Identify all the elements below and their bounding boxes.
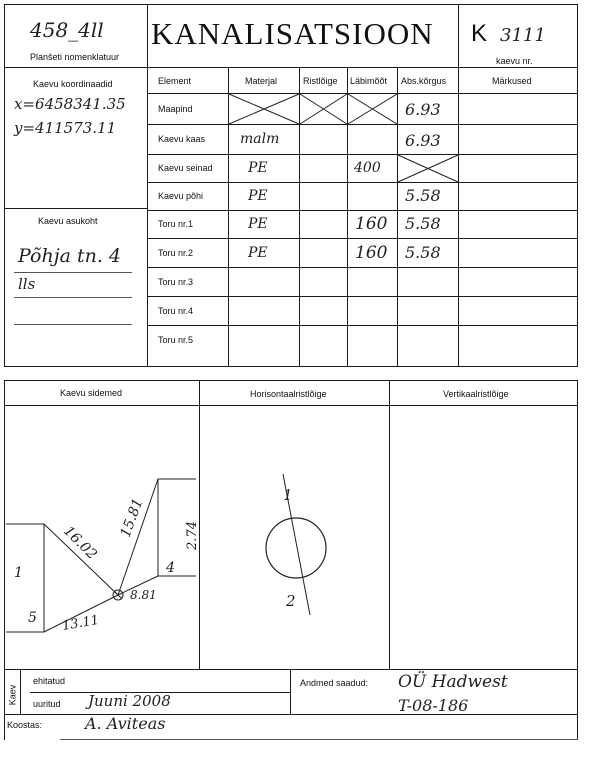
horizontal-label: Horisontaalristlõige bbox=[250, 389, 327, 399]
footer-sep-1 bbox=[20, 669, 21, 715]
author-value: A. Aviteas bbox=[85, 714, 166, 733]
row-element: Toru nr.5 bbox=[158, 335, 194, 345]
row-abs: 5.58 bbox=[405, 214, 441, 233]
vertical-label: Vertikaalristlõige bbox=[443, 389, 509, 399]
tie-number: 8.81 bbox=[130, 588, 157, 602]
row-element: Toru nr.3 bbox=[158, 277, 194, 287]
measured-value: Juuni 2008 bbox=[88, 692, 171, 710]
measured-label: uuritud bbox=[33, 699, 61, 709]
built-label: ehitatud bbox=[33, 676, 66, 686]
row-element: Toru nr.1 bbox=[158, 219, 194, 229]
pipe-label: 2 bbox=[286, 592, 296, 610]
th-cross: Ristlõige bbox=[303, 76, 338, 86]
data-source-value-2: T-08-186 bbox=[398, 696, 469, 715]
row-abs: 6.93 bbox=[405, 131, 441, 150]
row-material: PE bbox=[248, 245, 268, 261]
row-material: PE bbox=[248, 160, 268, 176]
tie-number: 5 bbox=[28, 610, 37, 626]
location-line-2: lls bbox=[18, 275, 36, 293]
row-abs: 5.58 bbox=[405, 243, 441, 262]
location-line-1: Põhja tn. 4 bbox=[18, 245, 121, 267]
nomenclature-value: 458_4ll bbox=[30, 18, 104, 42]
row-element: Toru nr.4 bbox=[158, 306, 194, 316]
tie-number: 4 bbox=[166, 560, 175, 576]
ties-label: Kaevu sidemed bbox=[60, 388, 123, 398]
tie-number: 13.11 bbox=[60, 612, 101, 635]
nomenclature-label: Planšeti nomenklatuur bbox=[30, 52, 120, 62]
th-diameter: Läbimõõt bbox=[350, 76, 388, 86]
row-material: PE bbox=[248, 188, 268, 204]
row-element: Toru nr.2 bbox=[158, 248, 194, 258]
coordinate-x: x=6458341.35 bbox=[14, 95, 126, 113]
location-label: Kaevu asukoht bbox=[38, 216, 98, 226]
row-diameter: 160 bbox=[355, 243, 388, 263]
th-material: Materjal bbox=[245, 76, 278, 86]
author-underline bbox=[60, 739, 578, 740]
th-abs: Abs.kõrgus bbox=[401, 76, 447, 86]
tie-number: 15.81 bbox=[117, 496, 147, 540]
row-diameter: 160 bbox=[355, 214, 388, 234]
coordinates-label: Kaevu koordinaadid bbox=[33, 79, 113, 89]
tie-number: 2.74 bbox=[184, 521, 200, 550]
tie-number: 16.02 bbox=[60, 523, 100, 563]
data-source-label: Andmed saadud: bbox=[300, 678, 369, 688]
data-source-value-1: OÜ Hadwest bbox=[398, 672, 508, 692]
row-element: Maapind bbox=[158, 104, 193, 114]
page-title: KANALISATSIOON bbox=[151, 16, 434, 51]
row-material: PE bbox=[248, 216, 268, 232]
well-prefix: K bbox=[471, 20, 488, 47]
row-material: malm bbox=[240, 131, 280, 147]
row-element: Kaevu kaas bbox=[158, 134, 206, 144]
row-diameter: 400 bbox=[354, 160, 381, 176]
footer-side-label: Kaev bbox=[7, 684, 18, 706]
th-element: Element bbox=[158, 76, 192, 86]
row-abs: 5.58 bbox=[405, 186, 441, 205]
th-notes: Märkused bbox=[492, 76, 532, 86]
well-number-label: kaevu nr. bbox=[496, 56, 533, 66]
tie-number: 1 bbox=[14, 565, 23, 581]
row-abs: 6.93 bbox=[405, 100, 441, 119]
row-element: Kaevu seinad bbox=[158, 163, 213, 173]
author-label: Koostas: bbox=[7, 720, 43, 730]
footer-sep-3 bbox=[290, 669, 291, 715]
row-element: Kaevu põhi bbox=[158, 191, 204, 201]
well-number: 3111 bbox=[500, 25, 546, 46]
pipe-label: 1 bbox=[283, 486, 293, 504]
coordinate-y: y=411573.11 bbox=[14, 119, 117, 137]
